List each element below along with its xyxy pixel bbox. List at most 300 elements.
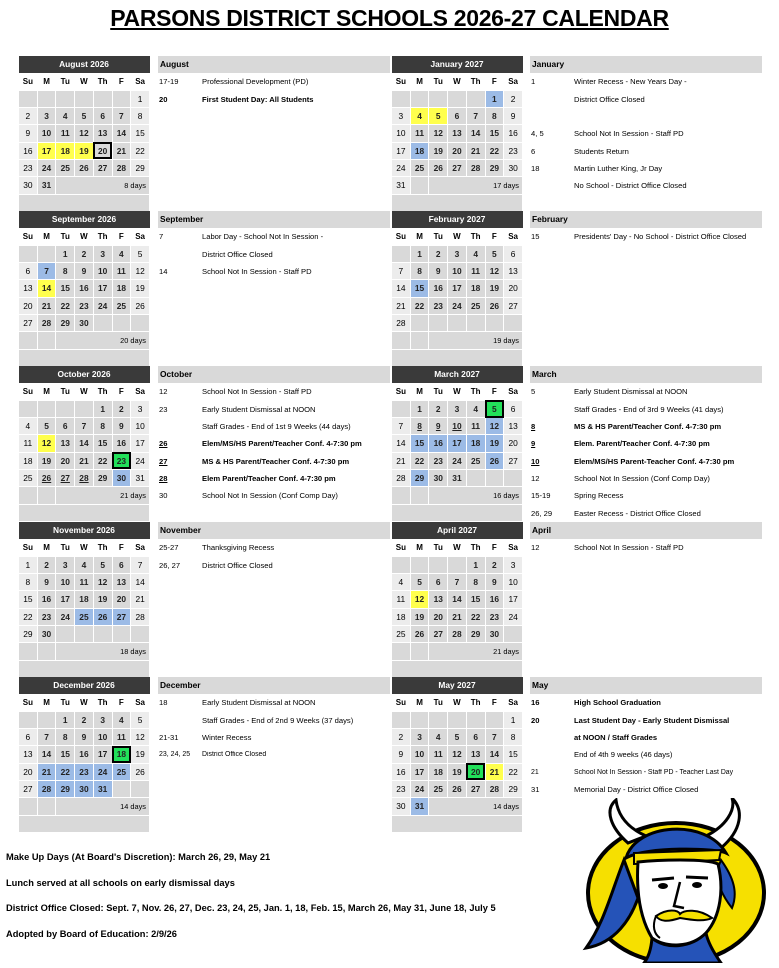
empty-cell	[504, 314, 523, 331]
events-month-header: September	[158, 211, 390, 228]
office-closed-note: District Office Closed: Sept. 7, Nov. 26, 27, Dec. 23, 24, 25, Jan. 1, 18, Feb. 15, March 26, May 31, June 18, July 5	[6, 903, 496, 913]
event-row	[158, 90, 390, 107]
day-cell: 3	[56, 556, 75, 573]
day-cell: 26	[410, 625, 429, 642]
day-cell: 18	[466, 435, 485, 452]
event-text: No School - District Office Closed	[574, 181, 687, 191]
day-cell: 19	[448, 763, 467, 780]
event-text: at NOON / Staff Grades	[574, 732, 658, 742]
day-cell: 11	[392, 591, 411, 608]
day-cell: 14	[392, 435, 411, 452]
day-cell: 24	[448, 297, 467, 314]
day-cell: 7	[131, 556, 150, 573]
day-cell: 16	[112, 435, 131, 452]
empty-cell	[131, 314, 150, 331]
day-cell: 16	[19, 142, 38, 159]
weekday-header: Sa	[131, 694, 150, 711]
day-cell: 11	[410, 125, 429, 142]
event-date: 15-19	[531, 491, 551, 501]
day-cell: 17	[504, 591, 523, 608]
empty-cell	[466, 314, 485, 331]
day-cell: 19	[131, 280, 150, 297]
weekday-header: W	[448, 383, 467, 400]
day-cell: 2	[485, 556, 504, 573]
event-text: Winter Recess - New Years Day -	[574, 77, 687, 87]
event-text: District Office Closed	[574, 94, 645, 104]
day-cell: 1	[466, 556, 485, 573]
calendar-footer	[392, 815, 523, 832]
empty-cell	[466, 90, 485, 107]
empty-cell	[19, 487, 38, 504]
day-cell: 13	[93, 125, 112, 142]
month-events	[530, 211, 762, 245]
empty-cell	[392, 487, 411, 504]
day-cell: 5	[37, 418, 56, 435]
empty-cell	[504, 469, 523, 486]
day-cell: 30	[19, 177, 38, 194]
day-cell: 18	[112, 280, 131, 297]
day-cell: 18	[466, 280, 485, 297]
event-text: District Office Closed	[202, 751, 267, 759]
day-cell: 1	[504, 711, 523, 728]
day-cell: 5	[410, 574, 429, 591]
day-cell: 3	[37, 108, 56, 125]
day-cell: 17	[93, 746, 112, 763]
event-row	[530, 228, 762, 245]
day-cell: 9	[112, 418, 131, 435]
weekday-header: F	[485, 383, 504, 400]
calendar-footer	[19, 660, 150, 677]
empty-cell	[19, 643, 38, 660]
day-cell: 8	[19, 574, 38, 591]
event-date: 28	[159, 473, 168, 483]
weekday-header: W	[75, 73, 94, 90]
day-cell: 23	[75, 763, 94, 780]
event-row	[158, 746, 390, 763]
day-cell: 14	[112, 125, 131, 142]
month-events	[530, 56, 762, 194]
weekday-header: Su	[392, 694, 411, 711]
day-cell: 9	[75, 729, 94, 746]
day-cell: 15	[93, 435, 112, 452]
empty-cell	[392, 90, 411, 107]
event-text: District Office Closed	[202, 560, 273, 570]
event-text: Early Student Dismissal at NOON	[202, 404, 316, 414]
day-cell: 14	[466, 125, 485, 142]
empty-cell	[410, 314, 429, 331]
day-cell: 1	[131, 90, 150, 107]
event-date: 23	[159, 404, 168, 414]
day-cell: 1	[19, 556, 38, 573]
weekday-header: W	[448, 539, 467, 556]
day-cell: 6	[19, 263, 38, 280]
calendar-footer	[19, 194, 150, 211]
event-row	[530, 746, 762, 763]
day-cell: 13	[448, 125, 467, 142]
day-cell: 21	[75, 452, 94, 469]
day-cell: 13	[112, 574, 131, 591]
day-cell: 7	[466, 108, 485, 125]
day-cell: 18	[75, 591, 94, 608]
empty-cell	[392, 400, 411, 417]
day-cell: 1	[93, 400, 112, 417]
day-cell: 15	[56, 746, 75, 763]
event-text: End of 4th 9 weeks (46 days)	[574, 750, 673, 760]
day-cell: 18	[112, 746, 131, 763]
day-cell: 4	[19, 418, 38, 435]
day-count: 16 days	[429, 487, 523, 504]
weekday-header: Th	[466, 73, 485, 90]
day-cell: 26	[37, 469, 56, 486]
weekday-header: Tu	[56, 73, 75, 90]
day-cell: 31	[131, 469, 150, 486]
day-count: 8 days	[56, 177, 150, 194]
day-cell: 4	[410, 108, 429, 125]
day-cell: 19	[429, 142, 448, 159]
event-row	[530, 418, 762, 435]
event-row	[530, 763, 762, 780]
day-cell: 23	[504, 142, 523, 159]
month-events	[158, 56, 390, 108]
day-cell: 7	[37, 263, 56, 280]
month-title: March 2027	[392, 366, 523, 383]
event-date: 7	[159, 232, 164, 242]
events-month-header: April	[530, 522, 762, 539]
day-cell: 3	[93, 711, 112, 728]
day-cell: 27	[56, 469, 75, 486]
weekday-header: Tu	[429, 73, 448, 90]
day-cell: 10	[56, 574, 75, 591]
weekday-header: Sa	[131, 539, 150, 556]
day-cell: 20	[466, 763, 485, 780]
day-cell: 22	[56, 297, 75, 314]
day-cell: 3	[448, 245, 467, 262]
calendar-footer	[19, 504, 150, 521]
day-cell: 14	[131, 574, 150, 591]
day-cell: 14	[485, 746, 504, 763]
day-cell: 9	[504, 108, 523, 125]
day-cell: 25	[75, 608, 94, 625]
empty-cell	[112, 314, 131, 331]
day-cell: 6	[112, 556, 131, 573]
day-count: 17 days	[429, 177, 523, 194]
day-cell: 20	[112, 591, 131, 608]
viking-mascot-icon	[556, 798, 771, 963]
day-cell: 17	[56, 591, 75, 608]
day-cell: 8	[485, 108, 504, 125]
weekday-header: W	[448, 73, 467, 90]
day-cell: 16	[504, 125, 523, 142]
day-cell: 24	[93, 763, 112, 780]
page-title: PARSONS DISTRICT SCHOOLS 2026-27 CALENDAR	[110, 5, 669, 31]
makeup-days-note: Make Up Days (At Board's Discretion): March 26, 29, May 21	[6, 852, 271, 862]
day-cell: 30	[37, 625, 56, 642]
event-row	[158, 556, 390, 573]
empty-cell	[392, 643, 411, 660]
empty-cell	[392, 556, 411, 573]
event-row	[530, 711, 762, 728]
weekday-header: Su	[19, 383, 38, 400]
empty-cell	[56, 625, 75, 642]
event-row	[158, 452, 390, 469]
day-cell: 6	[504, 400, 523, 417]
day-cell: 11	[112, 729, 131, 746]
event-date: 10	[531, 456, 540, 466]
weekday-header: Tu	[429, 539, 448, 556]
day-cell: 23	[19, 159, 38, 176]
weekday-header: Su	[19, 73, 38, 90]
empty-cell	[392, 711, 411, 728]
event-text: Easter Recess - District Office Closed	[574, 508, 701, 518]
month-calendar	[391, 522, 523, 678]
day-cell: 2	[75, 711, 94, 728]
day-cell: 20	[19, 763, 38, 780]
empty-cell	[112, 780, 131, 797]
day-cell: 22	[56, 763, 75, 780]
empty-cell	[19, 332, 38, 349]
day-cell: 19	[93, 591, 112, 608]
day-cell: 8	[410, 418, 429, 435]
day-cell: 17	[448, 280, 467, 297]
month-events	[158, 366, 390, 504]
day-cell: 2	[112, 400, 131, 417]
weekday-header: F	[112, 228, 131, 245]
event-row	[158, 73, 390, 90]
month-calendar	[18, 366, 150, 522]
event-text: Winter Recess	[202, 732, 252, 742]
month-calendar	[391, 211, 523, 367]
events-month-header: February	[530, 211, 762, 228]
day-cell: 24	[93, 297, 112, 314]
month-title: April 2027	[392, 522, 523, 539]
day-cell: 20	[448, 142, 467, 159]
day-cell: 10	[448, 418, 467, 435]
month-calendar	[391, 56, 523, 212]
day-cell: 5	[485, 400, 504, 417]
events-month-header: May	[530, 677, 762, 694]
day-cell: 15	[19, 591, 38, 608]
day-cell: 11	[466, 263, 485, 280]
empty-cell	[19, 90, 38, 107]
event-row	[530, 435, 762, 452]
event-date: 21-31	[159, 732, 179, 742]
event-text: School Not In Session - Staff PD	[202, 266, 312, 276]
empty-cell	[131, 625, 150, 642]
day-cell: 2	[504, 90, 523, 107]
day-cell: 4	[466, 245, 485, 262]
day-cell: 22	[466, 608, 485, 625]
day-cell: 5	[93, 556, 112, 573]
day-cell: 21	[466, 142, 485, 159]
event-text: Elem/MS/HS Parent-Teacher Conf. 4-7:30 pm	[574, 456, 735, 466]
day-cell: 23	[429, 452, 448, 469]
day-cell: 21	[131, 591, 150, 608]
day-cell: 16	[485, 591, 504, 608]
day-cell: 8	[56, 729, 75, 746]
empty-cell	[410, 711, 429, 728]
weekday-header: W	[448, 228, 467, 245]
empty-cell	[37, 90, 56, 107]
day-cell: 30	[392, 798, 411, 815]
day-cell: 21	[37, 763, 56, 780]
day-cell: 22	[131, 142, 150, 159]
event-date: 1	[531, 77, 536, 87]
empty-cell	[56, 90, 75, 107]
weekday-header: Su	[19, 228, 38, 245]
day-cell: 12	[37, 435, 56, 452]
event-text: Elem. Parent/Teacher Conf. 4-7:30 pm	[574, 439, 710, 449]
month-title: December 2026	[19, 677, 150, 694]
day-cell: 6	[19, 729, 38, 746]
day-cell: 6	[56, 418, 75, 435]
empty-cell	[410, 332, 429, 349]
weekday-header: Th	[93, 73, 112, 90]
day-cell: 16	[429, 435, 448, 452]
weekday-header: Su	[392, 73, 411, 90]
day-cell: 12	[485, 263, 504, 280]
day-cell: 6	[448, 108, 467, 125]
event-text: Presidents' Day - No School - District Office Closed	[574, 232, 747, 242]
event-row	[530, 539, 762, 556]
empty-cell	[448, 556, 467, 573]
day-cell: 12	[93, 574, 112, 591]
event-row	[530, 125, 762, 142]
empty-cell	[112, 90, 131, 107]
day-cell: 4	[112, 711, 131, 728]
day-cell: 14	[448, 591, 467, 608]
event-row	[530, 470, 762, 487]
day-cell: 13	[504, 263, 523, 280]
event-row	[158, 729, 390, 746]
day-cell: 29	[93, 469, 112, 486]
event-date: 9	[531, 439, 536, 449]
empty-cell	[410, 487, 429, 504]
day-cell: 15	[504, 746, 523, 763]
day-cell: 3	[410, 729, 429, 746]
weekday-header: Su	[19, 539, 38, 556]
events-month-header: March	[530, 366, 762, 383]
day-cell: 31	[448, 469, 467, 486]
day-cell: 27	[448, 159, 467, 176]
day-cell: 10	[37, 125, 56, 142]
day-cell: 13	[504, 418, 523, 435]
day-count: 20 days	[56, 332, 150, 349]
day-cell: 20	[93, 142, 112, 159]
day-cell: 22	[485, 142, 504, 159]
day-cell: 17	[131, 435, 150, 452]
day-cell: 22	[410, 297, 429, 314]
day-cell: 9	[392, 746, 411, 763]
weekday-header: Tu	[56, 694, 75, 711]
weekday-header: M	[410, 383, 429, 400]
event-date: 30	[159, 491, 168, 501]
event-text: School Not In Session (Conf Comp Day)	[574, 473, 710, 483]
day-cell: 20	[504, 280, 523, 297]
day-cell: 2	[19, 108, 38, 125]
day-cell: 24	[392, 159, 411, 176]
empty-cell	[19, 245, 38, 262]
day-cell: 28	[37, 314, 56, 331]
weekday-header: M	[410, 73, 429, 90]
day-cell: 7	[75, 418, 94, 435]
day-cell: 9	[75, 263, 94, 280]
empty-cell	[504, 625, 523, 642]
weekday-header: Sa	[504, 539, 523, 556]
day-cell: 8	[466, 574, 485, 591]
weekday-header: Su	[392, 539, 411, 556]
day-cell: 19	[37, 452, 56, 469]
day-cell: 1	[485, 90, 504, 107]
month-events	[158, 677, 390, 763]
empty-cell	[37, 798, 56, 815]
day-cell: 15	[56, 280, 75, 297]
event-row	[530, 160, 762, 177]
day-cell: 2	[429, 400, 448, 417]
empty-cell	[93, 314, 112, 331]
day-cell: 18	[19, 452, 38, 469]
day-cell: 26	[75, 159, 94, 176]
weekday-header: Th	[93, 539, 112, 556]
day-cell: 3	[93, 245, 112, 262]
event-row	[158, 470, 390, 487]
day-count: 19 days	[429, 332, 523, 349]
day-cell: 12	[131, 263, 150, 280]
day-cell: 15	[466, 591, 485, 608]
day-cell: 11	[19, 435, 38, 452]
day-cell: 30	[75, 780, 94, 797]
day-cell: 24	[56, 608, 75, 625]
day-cell: 18	[410, 142, 429, 159]
day-cell: 10	[392, 125, 411, 142]
event-row	[530, 177, 762, 194]
events-month-header: November	[158, 522, 390, 539]
day-cell: 21	[448, 608, 467, 625]
day-cell: 19	[410, 608, 429, 625]
events-month-header: October	[158, 366, 390, 383]
day-cell: 16	[75, 280, 94, 297]
day-cell: 1	[410, 245, 429, 262]
day-count: 18 days	[56, 643, 150, 660]
day-cell: 29	[410, 469, 429, 486]
event-text: School Not In Session - Staff PD	[574, 129, 684, 139]
day-cell: 15	[410, 280, 429, 297]
empty-cell	[466, 469, 485, 486]
day-cell: 19	[75, 142, 94, 159]
day-cell: 14	[75, 435, 94, 452]
weekday-header: W	[448, 694, 467, 711]
weekday-header: Tu	[56, 383, 75, 400]
day-cell: 17	[37, 142, 56, 159]
event-text: Elem/MS/HS Parent/Teacher Conf. 4-7:30 pm	[202, 439, 362, 449]
empty-cell	[112, 625, 131, 642]
event-date: 27	[159, 456, 168, 466]
weekday-header: F	[112, 539, 131, 556]
event-row	[158, 487, 390, 504]
day-cell: 25	[410, 159, 429, 176]
event-date: 12	[531, 473, 540, 483]
weekday-header: Th	[93, 383, 112, 400]
empty-cell	[429, 314, 448, 331]
day-cell: 24	[504, 608, 523, 625]
empty-cell	[392, 245, 411, 262]
day-cell: 7	[37, 729, 56, 746]
event-row	[530, 452, 762, 469]
event-date: 6	[531, 146, 536, 156]
day-cell: 6	[93, 108, 112, 125]
empty-cell	[19, 711, 38, 728]
weekday-header: W	[75, 228, 94, 245]
day-cell: 20	[19, 297, 38, 314]
